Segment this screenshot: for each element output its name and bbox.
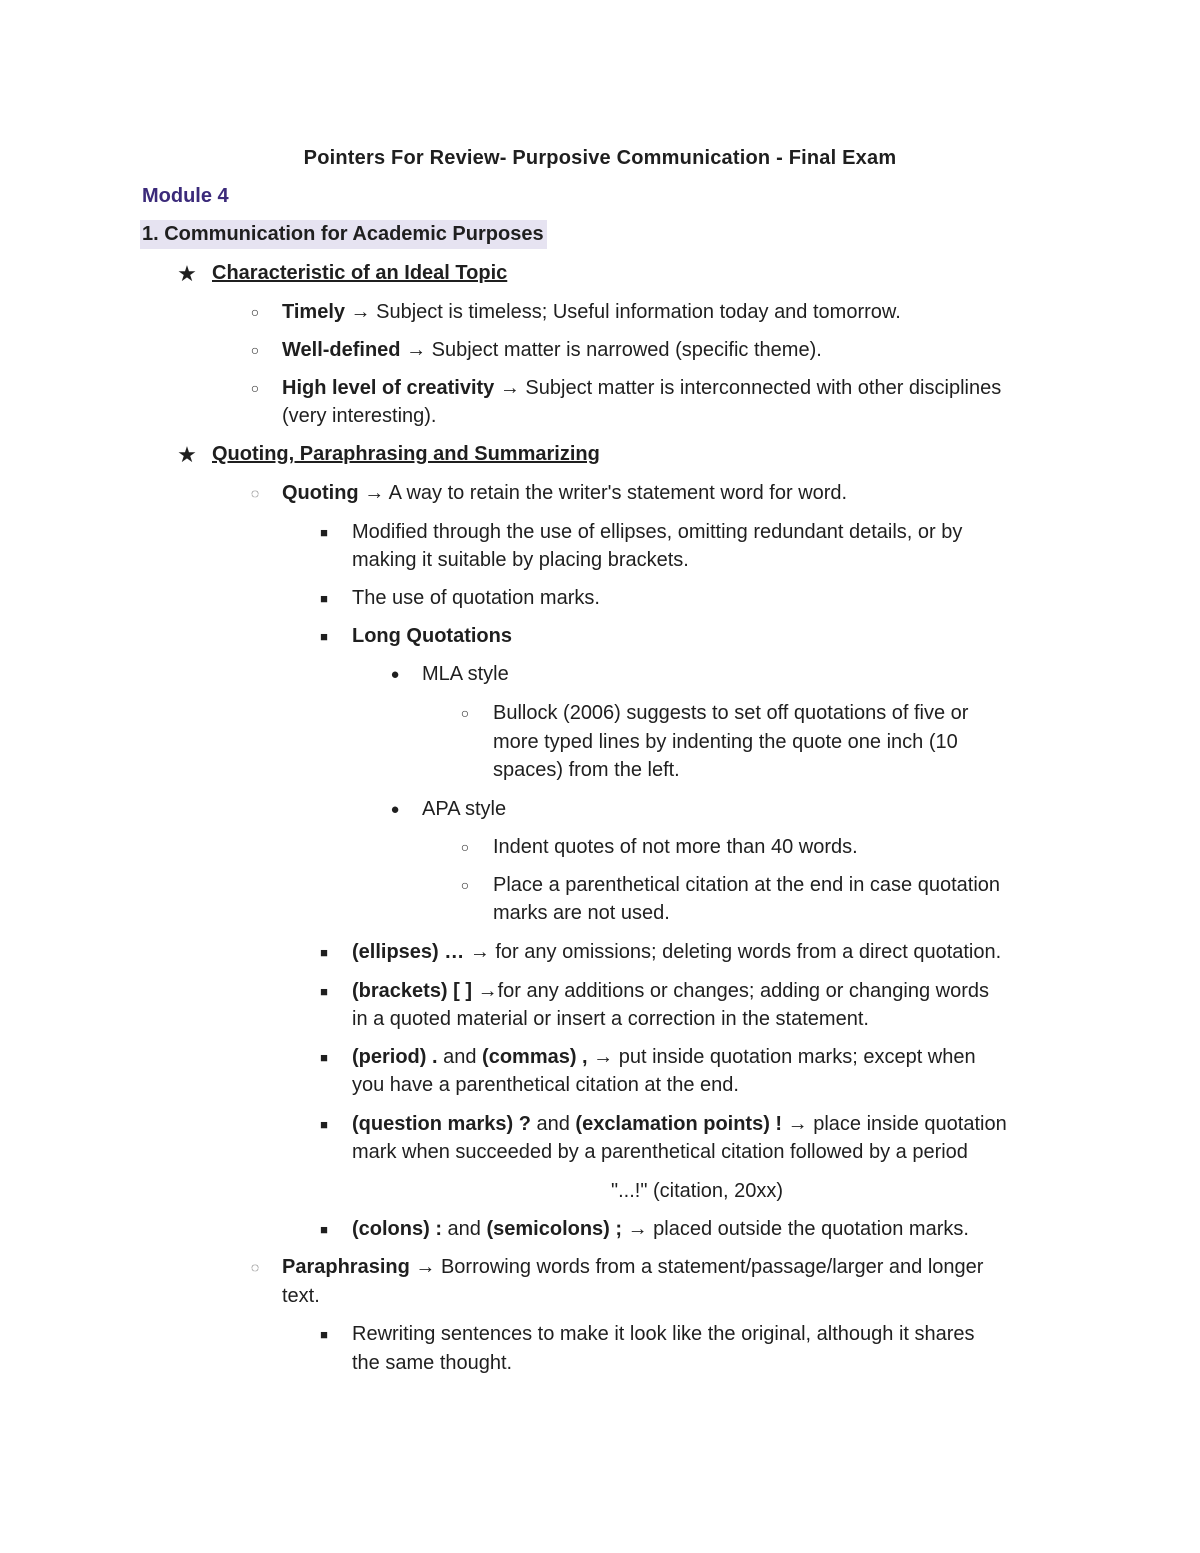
brackets-item (352, 977, 989, 1006)
paraphrasing-text-cont: text. (282, 1285, 320, 1307)
exclamation-term: (exclamation points) ! (575, 1113, 783, 1135)
mla-text-cont: spaces) from the left. (493, 759, 680, 781)
hollow-circle-bullet-icon: ○ (460, 705, 470, 721)
brackets-text-cont: in a quoted material or insert a correction in the statement. (352, 1008, 869, 1030)
paraphrasing-item (282, 1253, 983, 1282)
timely-term: Timely (282, 301, 345, 323)
quoting-term: Quoting (282, 482, 359, 504)
dotted-circle-bullet-icon: ◌ (250, 1259, 260, 1275)
qps-heading: Quoting, Paraphrasing and Summarizing (212, 443, 600, 465)
apa-style-label: APA style (422, 798, 507, 820)
commas-text: → put inside quotation marks; except when (587, 1046, 976, 1068)
square-bullet-icon: ■ (320, 629, 328, 644)
question-term: (question marks) ? (352, 1113, 531, 1135)
paraphrasing-text: → Borrowing words from a statement/passage/larger and longer (409, 1256, 984, 1278)
commas-term: (commas) , (482, 1046, 588, 1068)
star-bullet-icon: ★ (177, 261, 197, 286)
and-text: and (442, 1218, 487, 1240)
commas-text-cont: you have a parenthetical citation at the end. (352, 1074, 739, 1096)
hollow-circle-bullet-icon: ○ (460, 877, 470, 893)
square-bullet-icon: ■ (320, 1222, 328, 1237)
colons-item (352, 1215, 969, 1244)
timely-text: → Subject is timeless; Useful information today and tomorrow. (345, 301, 901, 323)
quoting-text: → A way to retain the writer's statement word for word. (358, 482, 848, 504)
citation-example: "...!" (citation, 20xx) (611, 1180, 784, 1202)
document-title: Pointers For Review- Purposive Communication - Final Exam (303, 147, 897, 169)
ellipses-text: → for any omissions; deleting words from a direct quotation. (464, 941, 1002, 963)
period-term: (period) . (352, 1046, 438, 1068)
mla-text-cont: more typed lines by indenting the quote one inch (10 (493, 731, 958, 753)
hollow-circle-bullet-icon: ○ (250, 304, 260, 320)
section-heading: 1. Communication for Academic Purposes (140, 220, 547, 249)
square-bullet-icon: ■ (320, 591, 328, 606)
dot-bullet-icon: ● (390, 666, 400, 683)
quotation-marks-text: The use of quotation marks. (352, 587, 600, 609)
brackets-term: (brackets) [ ] (352, 980, 473, 1002)
creativity-term: High level of creativity (282, 377, 495, 399)
and-text: and (437, 1046, 483, 1068)
square-bullet-icon: ■ (320, 1117, 328, 1132)
quoting-item (282, 479, 847, 508)
colons-text: → placed outside the quotation marks. (622, 1218, 969, 1240)
creativity-item (282, 374, 1001, 403)
colons-term: (colons) : (352, 1218, 442, 1240)
hollow-circle-bullet-icon: ○ (250, 380, 260, 396)
square-bullet-icon: ■ (320, 1327, 328, 1342)
ellipses-item (352, 938, 1001, 967)
rewriting-text: Rewriting sentences to make it look like the original, although it shares (352, 1323, 975, 1345)
hollow-circle-bullet-icon: ○ (250, 342, 260, 358)
timely-item (282, 298, 901, 327)
hollow-circle-bullet-icon: ○ (460, 839, 470, 855)
square-bullet-icon: ■ (320, 525, 328, 540)
dotted-circle-bullet-icon: ◌ (250, 485, 260, 501)
welldefined-item (282, 336, 822, 365)
apa-text-b: Place a parenthetical citation at the end in case quotation (493, 874, 1001, 896)
mla-text: Bullock (2006) suggests to set off quotations of five or (493, 702, 969, 724)
module-heading: Module 4 (142, 185, 229, 207)
ellipses-term: (ellipses) … (352, 941, 465, 963)
star-bullet-icon: ★ (177, 442, 197, 467)
brackets-text: →for any additions or changes; adding or changing words (472, 980, 990, 1002)
ideal-topic-heading: Characteristic of an Ideal Topic (212, 262, 508, 284)
question-exclamation-item (352, 1110, 1007, 1139)
question-text: → place inside quotation (782, 1113, 1007, 1135)
square-bullet-icon: ■ (320, 984, 328, 999)
rewriting-text-cont: the same thought. (352, 1352, 513, 1374)
dot-bullet-icon: ● (390, 801, 400, 818)
mla-style-label: MLA style (422, 663, 509, 685)
modified-text-cont: making it suitable by placing brackets. (352, 549, 689, 571)
square-bullet-icon: ■ (320, 1050, 328, 1065)
welldefined-term: Well-defined (282, 339, 401, 361)
welldefined-text: → Subject matter is narrowed (specific theme). (400, 339, 822, 361)
and-text: and (530, 1113, 576, 1135)
modified-text: Modified through the use of ellipses, omitting redundant details, or by (352, 521, 963, 543)
square-bullet-icon: ■ (320, 945, 328, 960)
question-text-cont: mark when succeeded by a parenthetical citation followed by a period (352, 1141, 968, 1163)
semicolons-term: (semicolons) ; (486, 1218, 623, 1240)
apa-text-b-cont: marks are not used. (493, 902, 670, 924)
period-commas-item (352, 1043, 976, 1072)
creativity-text: → Subject matter is interconnected with other disciplines (494, 377, 1002, 399)
creativity-text-cont: (very interesting). (282, 405, 437, 427)
paraphrasing-term: Paraphrasing (282, 1256, 410, 1278)
long-quotations-heading: Long Quotations (352, 625, 512, 647)
apa-text-a: Indent quotes of not more than 40 words. (493, 836, 858, 858)
